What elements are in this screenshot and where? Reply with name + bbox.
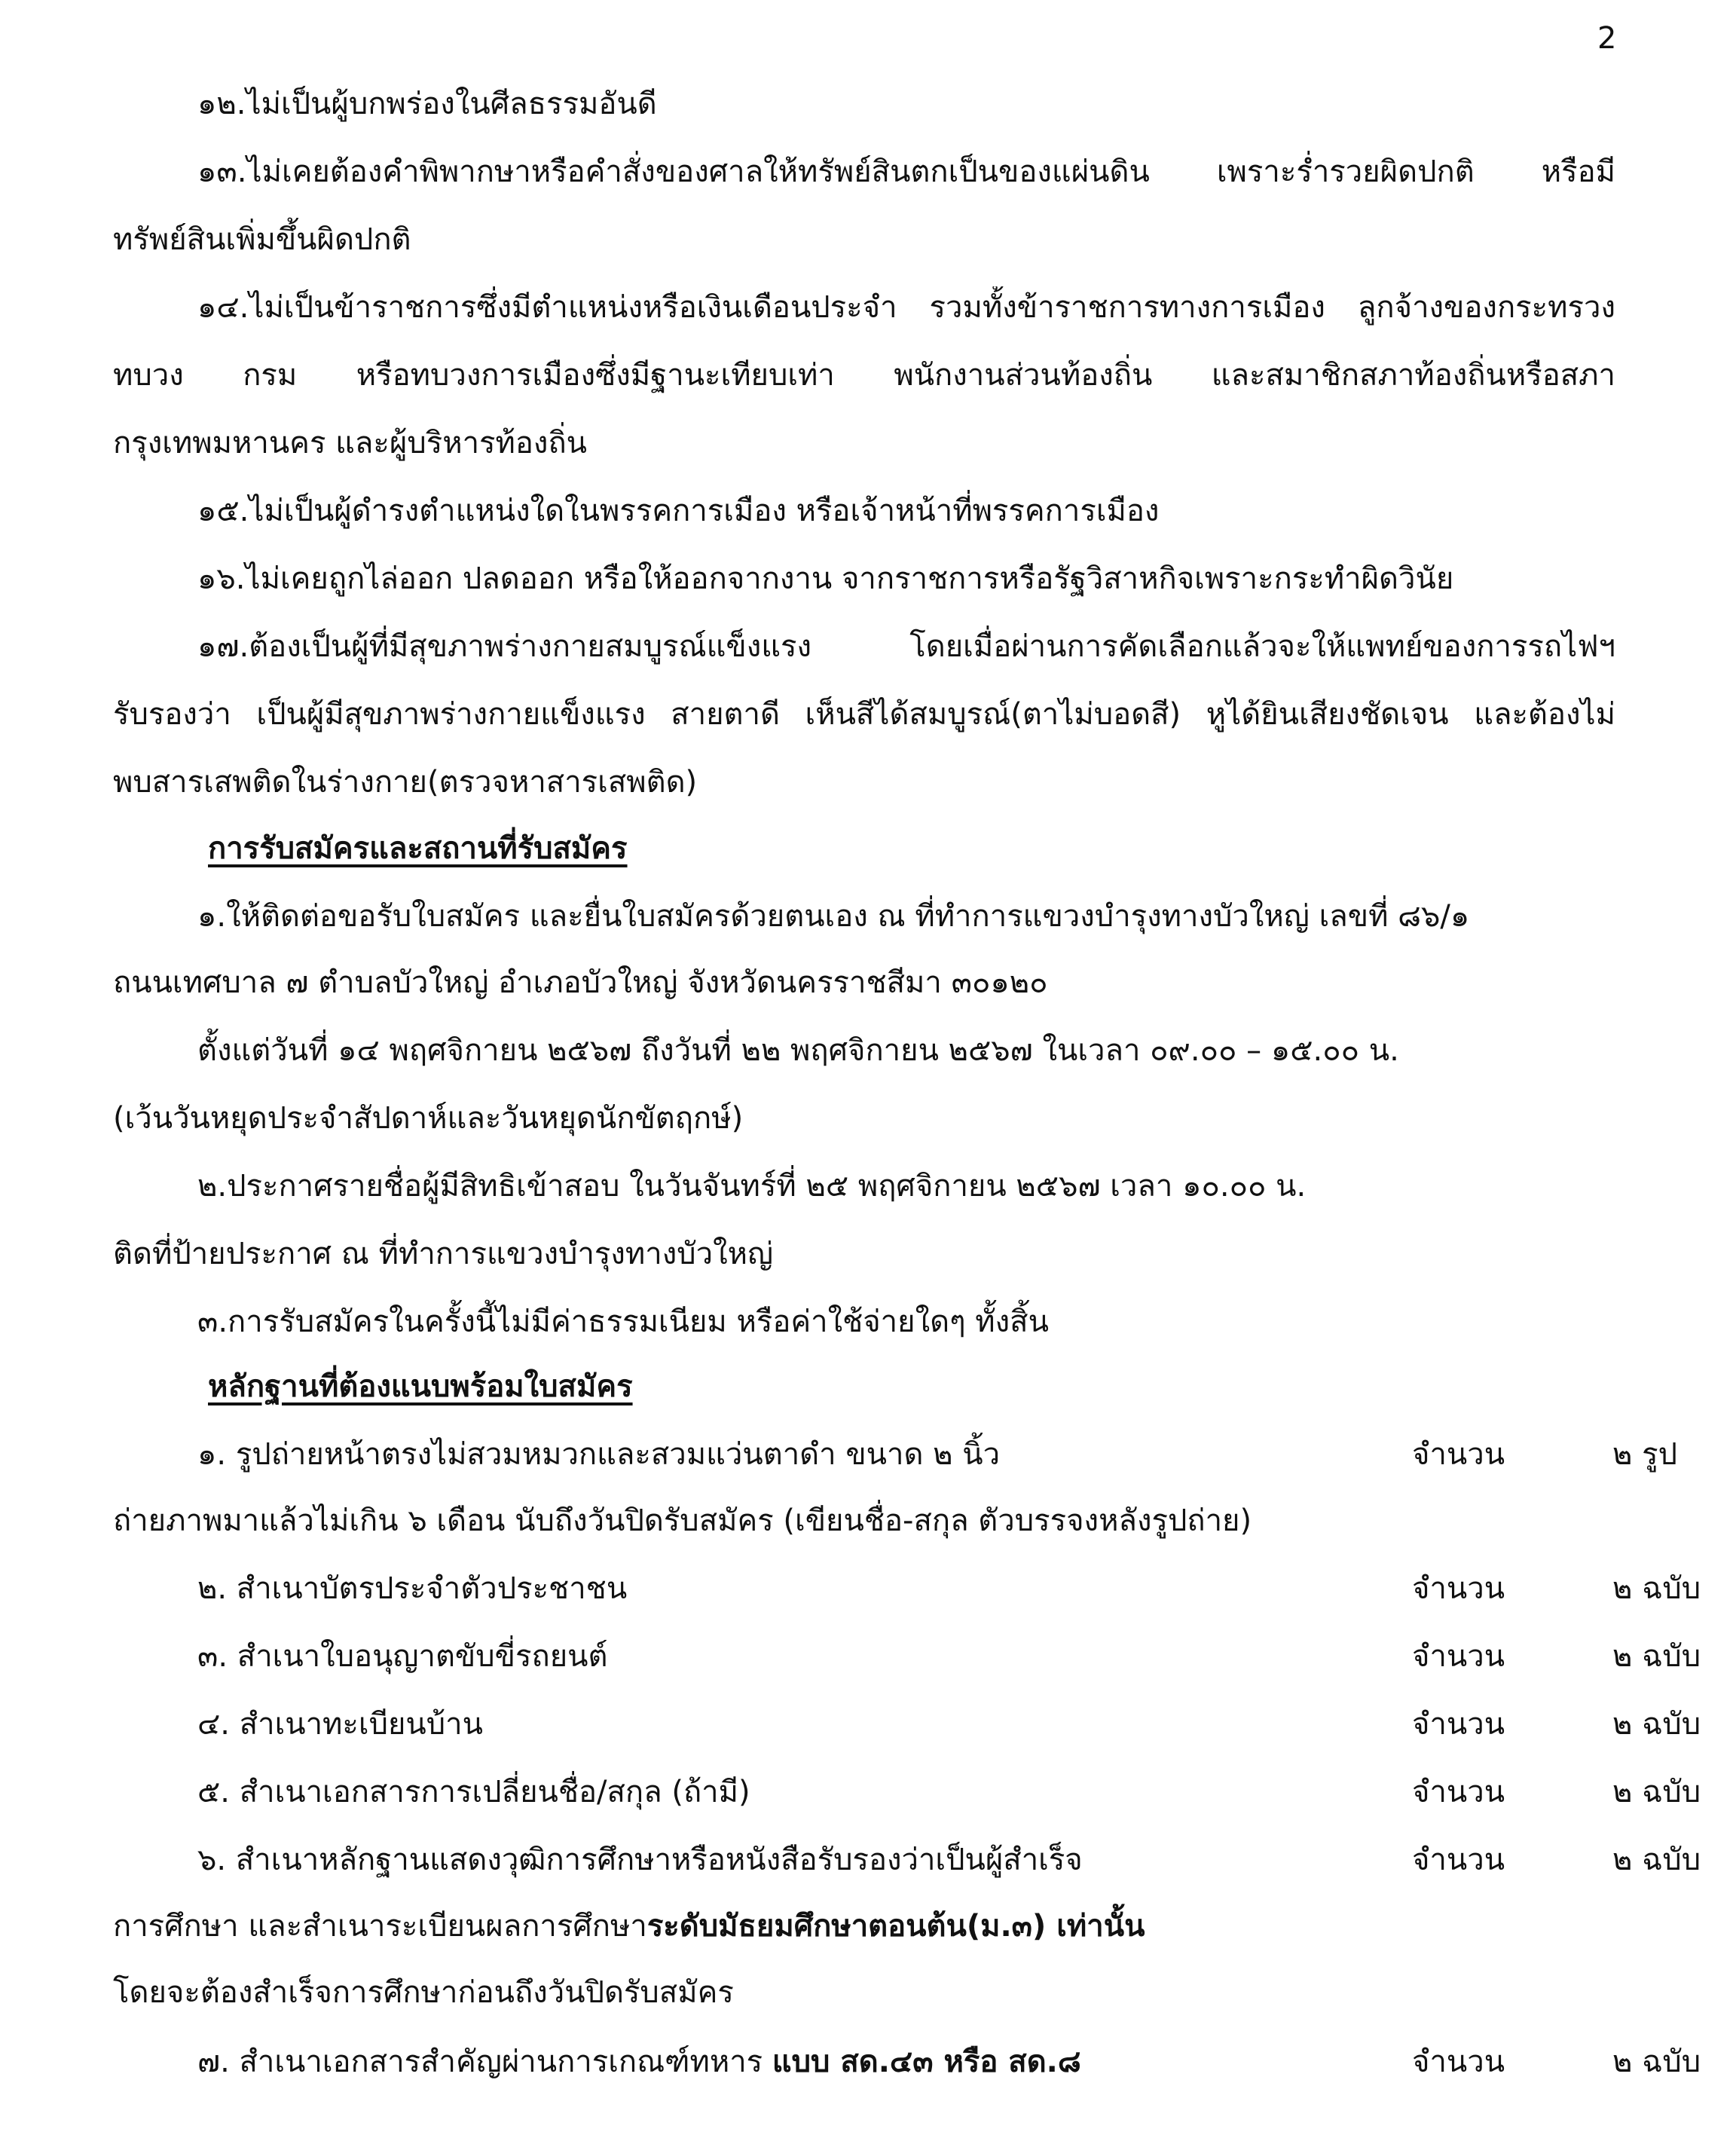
application-p1-line-3: ตั้งแต่วันที่ ๑๔ พฤศจิกายน ๒๕๖๗ ถึงวันที่ ๒๒ พฤศจิกายน ๒๕๖๗ ในเวลา ๐๙.๐๐ – ๑๕.๐๐ น. [197, 1033, 1399, 1068]
doc-2-count: ๒ ฉบับ [1612, 1571, 1701, 1606]
qualification-14-line-2: ทบวง กรม หรือทบวงการเมืองซึ่งมีฐานะเทียบเท่า พนักงานส่วนท้องถิ่น และสมาชิกสภาท้องถิ่นหรือสภา [113, 358, 1615, 393]
qualification-15: ๑๕.ไม่เป็นผู้ดำรงตำแหน่งใดในพรรคการเมือง หรือเจ้าหน้าที่พรรคการเมือง [197, 494, 1160, 528]
doc-2-row [197, 1568, 1701, 1610]
qualification-17-line-2: รับรองว่า เป็นผู้มีสุขภาพร่างกายแข็งแรง สายตาดี เห็นสีได้สมบูรณ์(ตาไม่บอดสี) หูได้ยินเสียงชัดเจน และต้องไม่ [113, 697, 1615, 732]
heading-application: การรับสมัครและสถานที่รับสมัคร [208, 831, 628, 866]
doc-6-count: ๒ ฉบับ [1612, 1843, 1701, 1877]
application-p1-line-4: (เว้นวันหยุดประจำสัปดาห์และวันหยุดนักขัตฤกษ์) [113, 1101, 744, 1136]
application-p3-line-1: ๓.การรับสมัครในครั้งนี้ไม่มีค่าธรรมเนียม หรือค่าใช้จ่ายใดๆ ทั้งสิ้น [197, 1305, 1049, 1339]
doc-1-cont: ถ่ายภาพมาแล้วไม่เกิน ๖ เดือน นับถึงวันปิดรับสมัคร (เขียนชื่อ-สกุล ตัวบรรจงหลังรูปถ่าย) [113, 1503, 1252, 1538]
doc-7-bold: แบบ สด.๔๓ หรือ สด.๘ [772, 2045, 1081, 2079]
doc-3-count: ๒ ฉบับ [1612, 1639, 1701, 1674]
qualification-17-line-1: ๑๗.ต้องเป็นผู้ที่มีสุขภาพร่างกายสมบูรณ์แข็งแรง โดยเมื่อผ่านการคัดเลือกแล้วจะให้แพทย์ของการรถไฟฯ [197, 629, 1615, 664]
application-p1-line-2: ถนนเทศบาล ๗ ตำบลบัวใหญ่ อำเภอบัวใหญ่ จังหวัดนครราชสีมา ๓๐๑๒๐ [113, 965, 1048, 1000]
heading-documents: หลักฐานที่ต้องแนบพร้อมใบสมัคร [208, 1369, 633, 1404]
doc-6-qty-label: จำนวน [1412, 1843, 1505, 1877]
doc-2-text: ๒. สำเนาบัตรประจำตัวประชาชน [197, 1571, 628, 1606]
doc-5-row [197, 1771, 1701, 1813]
doc-6-cont-2: โดยจะต้องสำเร็จการศึกษาก่อนถึงวันปิดรับสมัคร [113, 1975, 734, 2010]
doc-7-count: ๒ ฉบับ [1612, 2045, 1701, 2079]
doc-4-row [197, 1703, 1701, 1745]
doc-5-count: ๒ ฉบับ [1612, 1775, 1701, 1809]
doc-5-qty-label: จำนวน [1412, 1775, 1505, 1809]
doc-4-qty-label: จำนวน [1412, 1707, 1505, 1742]
doc-2-qty-label: จำนวน [1412, 1571, 1505, 1606]
qualification-17-line-3: พบสารเสพติดในร่างกาย(ตรวจหาสารเสพติด) [113, 765, 698, 800]
doc-1-text: ๑. รูปถ่ายหน้าตรงไม่สวมหมวกและสวมแว่นตาดำ ขนาด ๒ นิ้ว [197, 1437, 1001, 1472]
doc-6-row [197, 1839, 1701, 1881]
qualification-14-line-3: กรุงเทพมหานคร และผู้บริหารท้องถิ่น [113, 426, 588, 460]
doc-4-count: ๒ ฉบับ [1612, 1707, 1701, 1742]
page-number: 2 [1597, 21, 1617, 56]
doc-5-text: ๕. สำเนาเอกสารการเปลี่ยนชื่อ/สกุล (ถ้ามี) [197, 1775, 750, 1809]
doc-1-row [197, 1433, 1677, 1476]
doc-6-cont: การศึกษา และสำเนาระเบียนผลการศึกษาระดับมัธยมศึกษาตอนต้น(ม.๓) เท่านั้น [113, 1909, 1145, 1944]
qualification-12: ๑๒.ไม่เป็นผู้บกพร่องในศีลธรรมอันดี [197, 87, 657, 121]
doc-1-count: ๒ รูป [1612, 1437, 1677, 1472]
qualification-16: ๑๖.ไม่เคยถูกไล่ออก ปลดออก หรือให้ออกจากงาน จากราชการหรือรัฐวิสาหกิจเพราะกระทำผิดวินัย [197, 561, 1454, 596]
application-p2-line-2: ติดที่ป้ายประกาศ ณ ที่ทำการแขวงบำรุงทางบัวใหญ่ [113, 1237, 774, 1271]
doc-3-qty-label: จำนวน [1412, 1639, 1505, 1674]
qualification-14-line-1: ๑๔.ไม่เป็นข้าราชการซึ่งมีตำแหน่งหรือเงินเดือนประจำ รวมทั้งข้าราชการทางการเมือง ลูกจ้างของกระทรวง [197, 290, 1615, 325]
doc-6-text: ๖. สำเนาหลักฐานแสดงวุฒิการศึกษาหรือหนังสือรับรองว่าเป็นผู้สำเร็จ [197, 1843, 1083, 1877]
application-p1-line-1: ๑.ให้ติดต่อขอรับใบสมัคร และยื่นใบสมัครด้วยตนเอง ณ ที่ทำการแขวงบำรุงทางบัวใหญ่ เลขที่ ๘๖/๑ [197, 899, 1470, 934]
doc-1-qty-label: จำนวน [1412, 1437, 1505, 1472]
doc-3-row [197, 1635, 1701, 1678]
qualification-13-line-1: ๑๓.ไม่เคยต้องคำพิพากษาหรือคำสั่งของศาลให้ทรัพย์สินตกเป็นของแผ่นดิน เพราะร่ำรวยผิดปกติ หรือมี [197, 154, 1615, 189]
doc-3-text: ๓. สำเนาใบอนุญาตขับขี่รถยนต์ [197, 1639, 608, 1674]
application-p2-line-1: ๒.ประกาศรายชื่อผู้มีสิทธิเข้าสอบ ในวันจันทร์ที่ ๒๕ พฤศจิกายน ๒๕๖๗ เวลา ๑๐.๐๐ น. [197, 1169, 1307, 1204]
doc-4-text: ๔. สำเนาทะเบียนบ้าน [197, 1707, 483, 1742]
doc-7-qty-label: จำนวน [1412, 2045, 1505, 2079]
qualification-13-line-2: ทรัพย์สินเพิ่มขึ้นผิดปกติ [113, 222, 411, 257]
doc-7-row [197, 2041, 1701, 2083]
doc-7-text: ๗. สำเนาเอกสารสำคัญผ่านการเกณฑ์ทหาร [197, 2045, 763, 2079]
